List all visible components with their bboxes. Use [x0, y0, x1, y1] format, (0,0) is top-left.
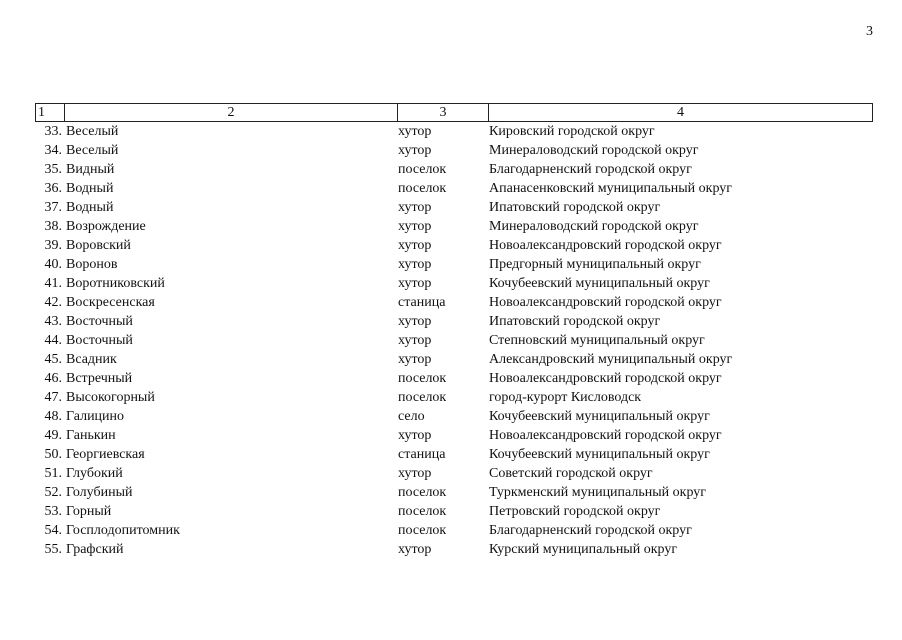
settlement-name: Галицино — [66, 409, 125, 424]
municipal-district: Кировский городской округ — [489, 124, 655, 139]
table-row — [0, 160, 902, 179]
settlement-name: Встречный — [66, 371, 133, 386]
settlement-name: Возрождение — [66, 219, 146, 234]
settlement-type: хутор — [398, 314, 432, 329]
settlement-name: Георгиевская — [66, 447, 145, 462]
column-header-4: 4 — [489, 104, 873, 122]
row-number: 47. — [44, 390, 62, 405]
row-number: 34. — [44, 143, 62, 158]
column-header-table — [35, 103, 873, 122]
settlement-name: Воротниковский — [66, 276, 165, 291]
table-row — [0, 236, 902, 255]
settlement-name: Восточный — [66, 314, 133, 329]
table-row — [0, 426, 902, 445]
row-number: 42. — [44, 295, 62, 310]
settlement-name: Видный — [66, 162, 115, 177]
row-number: 43. — [44, 314, 62, 329]
table-row — [0, 464, 902, 483]
municipal-district: Кочубеевский муниципальный округ — [489, 409, 710, 424]
settlement-type: хутор — [398, 238, 432, 253]
row-number: 35. — [44, 162, 62, 177]
settlement-name: Высокогорный — [66, 390, 155, 405]
row-number: 52. — [44, 485, 62, 500]
table-row — [0, 198, 902, 217]
table-row — [0, 331, 902, 350]
table-row — [0, 521, 902, 540]
municipal-district: Кочубеевский муниципальный округ — [489, 276, 710, 291]
table-row — [0, 122, 902, 141]
municipal-district: Александровский муниципальный округ — [489, 352, 733, 367]
row-number: 37. — [44, 200, 62, 215]
settlement-type: поселок — [398, 485, 447, 500]
settlement-type: хутор — [398, 352, 432, 367]
settlement-type: хутор — [398, 124, 432, 139]
municipal-district: Новоалександровский городской округ — [489, 238, 722, 253]
municipal-district: Новоалександровский городской округ — [489, 295, 722, 310]
municipal-district: Ипатовский городской округ — [489, 200, 661, 215]
settlement-type: хутор — [398, 276, 432, 291]
settlement-name: Водный — [66, 181, 114, 196]
row-number: 46. — [44, 371, 62, 386]
municipal-district: Курский муниципальный округ — [489, 542, 678, 557]
row-number: 38. — [44, 219, 62, 234]
settlement-name: Веселый — [66, 124, 119, 139]
row-number: 45. — [44, 352, 62, 367]
municipal-district: Минераловодский городской округ — [489, 143, 699, 158]
settlement-type: поселок — [398, 181, 447, 196]
settlement-type: хутор — [398, 333, 432, 348]
settlement-name: Воронов — [66, 257, 118, 272]
row-number: 41. — [44, 276, 62, 291]
column-header-2: 2 — [65, 104, 398, 122]
table-row — [0, 483, 902, 502]
table-row — [0, 141, 902, 160]
municipal-district: Новоалександровский городской округ — [489, 371, 722, 386]
page-number: 3 — [866, 24, 873, 39]
row-number: 33. — [44, 124, 62, 139]
settlement-type: поселок — [398, 523, 447, 538]
row-number: 44. — [44, 333, 62, 348]
table-row — [0, 407, 902, 426]
table-row — [0, 502, 902, 521]
table-row — [0, 369, 902, 388]
row-number: 54. — [44, 523, 62, 538]
table-row — [0, 350, 902, 369]
row-number: 51. — [44, 466, 62, 481]
table-row — [0, 540, 902, 559]
settlement-name: Воскресенская — [66, 295, 155, 310]
municipal-district: Туркменский муниципальный округ — [489, 485, 706, 500]
row-number: 39. — [44, 238, 62, 253]
municipal-district: Степновский муниципальный округ — [489, 333, 705, 348]
table-row — [0, 388, 902, 407]
municipal-district: Предгорный муниципальный округ — [489, 257, 701, 272]
settlement-name: Восточный — [66, 333, 133, 348]
row-number: 49. — [44, 428, 62, 443]
table-row — [0, 255, 902, 274]
table-row — [0, 445, 902, 464]
row-number: 50. — [44, 447, 62, 462]
municipal-district: Кочубеевский муниципальный округ — [489, 447, 710, 462]
row-number: 48. — [44, 409, 62, 424]
municipal-district: Благодарненский городской округ — [489, 162, 692, 177]
municipal-district: Благодарненский городской округ — [489, 523, 692, 538]
municipal-district: Советский городской округ — [489, 466, 653, 481]
table-row — [0, 312, 902, 331]
settlement-type: хутор — [398, 143, 432, 158]
municipal-district: Минераловодский городской округ — [489, 219, 699, 234]
settlement-name: Веселый — [66, 143, 119, 158]
municipal-district: Апанасенковский муниципальный округ — [489, 181, 733, 196]
settlement-type: хутор — [398, 200, 432, 215]
settlement-name: Воровский — [66, 238, 131, 253]
settlement-name: Глубокий — [66, 466, 123, 481]
settlement-type: хутор — [398, 428, 432, 443]
settlement-type: хутор — [398, 542, 432, 557]
settlement-name: Водный — [66, 200, 114, 215]
settlement-name: Горный — [66, 504, 112, 519]
table-row — [0, 274, 902, 293]
settlement-type: станица — [398, 447, 446, 462]
municipal-district: Петровский городской округ — [489, 504, 661, 519]
settlement-type: хутор — [398, 257, 432, 272]
row-number: 55. — [44, 542, 62, 557]
settlement-name: Всадник — [66, 352, 117, 367]
municipal-district: Новоалександровский городской округ — [489, 428, 722, 443]
settlement-type: поселок — [398, 504, 447, 519]
column-header-row — [36, 104, 873, 122]
settlement-name: Графский — [66, 542, 124, 557]
settlement-type: поселок — [398, 371, 447, 386]
settlement-list — [0, 122, 902, 559]
row-number: 40. — [44, 257, 62, 272]
row-number: 53. — [44, 504, 62, 519]
municipal-district: Ипатовский городской округ — [489, 314, 661, 329]
row-number: 36. — [44, 181, 62, 196]
settlement-name: Ганькин — [66, 428, 116, 443]
settlement-type: хутор — [398, 466, 432, 481]
column-header-3: 3 — [398, 104, 489, 122]
settlement-type: хутор — [398, 219, 432, 234]
settlement-name: Госплодопитомник — [66, 523, 180, 538]
settlement-type: село — [398, 409, 425, 424]
table-row — [0, 179, 902, 198]
settlement-type: станица — [398, 295, 446, 310]
municipal-district: город-курорт Кисловодск — [489, 390, 642, 405]
settlement-name: Голубиный — [66, 485, 133, 500]
settlement-type: поселок — [398, 162, 447, 177]
table-row — [0, 217, 902, 236]
settlement-type: поселок — [398, 390, 447, 405]
table-row — [0, 293, 902, 312]
column-header-1: 1 — [36, 104, 65, 122]
